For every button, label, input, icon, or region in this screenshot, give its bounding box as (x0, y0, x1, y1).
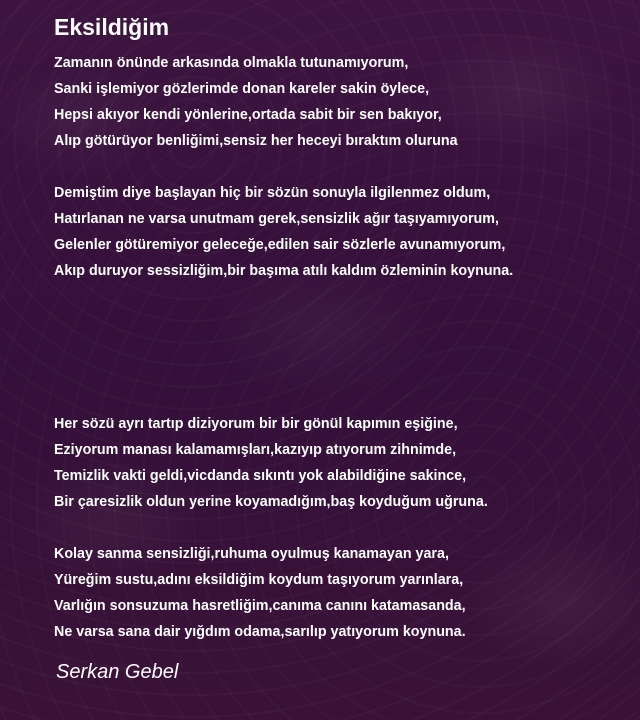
poem-line: Her sözü ayrı tartıp diziyorum bir bir gönül kapımın eşiğine, (54, 416, 458, 432)
poem-line: Yüreğim sustu,adını eksildiğim koydum taşıyorum yarınlara, (54, 572, 464, 588)
poem-line: Sanki işlemiyor gözlerimde donan kareler sakin öylece, (54, 81, 430, 97)
stanza-3 (54, 411, 629, 515)
poem-line: Gelenler götüremiyor geleceğe,edilen sair sözlerle avunamıyorum, (54, 237, 506, 253)
poem-line: Eziyorum manası kalamamışları,kazıyıp atıyorum zihnimde, (54, 442, 457, 458)
poem-line: Alıp götürüyor benliğimi,sensiz her heceyi bıraktım oluruna (54, 133, 458, 149)
poem-line: Temizlik vakti geldi,vicdanda sıkıntı yok alabildiğine sakince, (54, 468, 467, 484)
poem-line: Ne varsa sana dair yığdım odama,sarılıp yatıyorum koynuna. (54, 624, 466, 640)
poem-line: Demiştim diye başlayan hiç bir sözün sonuyla ilgilenmez oldum, (54, 185, 491, 201)
poem-line: Bir çaresizlik oldun yerine koyamadığım,baş koyduğum uğruna. (54, 494, 488, 510)
poem-line: Hatırlanan ne varsa unutmam gerek,sensizlik ağır taşıyamıyorum, (54, 211, 499, 227)
poem-line: Akıp duruyor sessizliğim,bir başıma atılı kaldım özleminin koynuna. (54, 263, 514, 279)
stanza-1 (54, 50, 629, 154)
poem-line: Hepsi akıyor kendi yönlerine,ortada sabit bir sen bakıyor, (54, 107, 442, 123)
poem-line: Zamanın önünde arkasında olmakla tutunamıyorum, (54, 55, 409, 71)
poem-line: Kolay sanma sensizliği,ruhuma oyulmuş kanamayan yara, (54, 546, 449, 562)
stanza-2 (54, 180, 629, 284)
poem-line: Varlığın sonsuzuma hasretliğim,canıma canını katamasanda, (54, 598, 466, 614)
stanza-4 (54, 541, 629, 645)
poem-author: Serkan Gebel (56, 661, 179, 683)
poem-title: Eksildiğim (54, 14, 170, 40)
